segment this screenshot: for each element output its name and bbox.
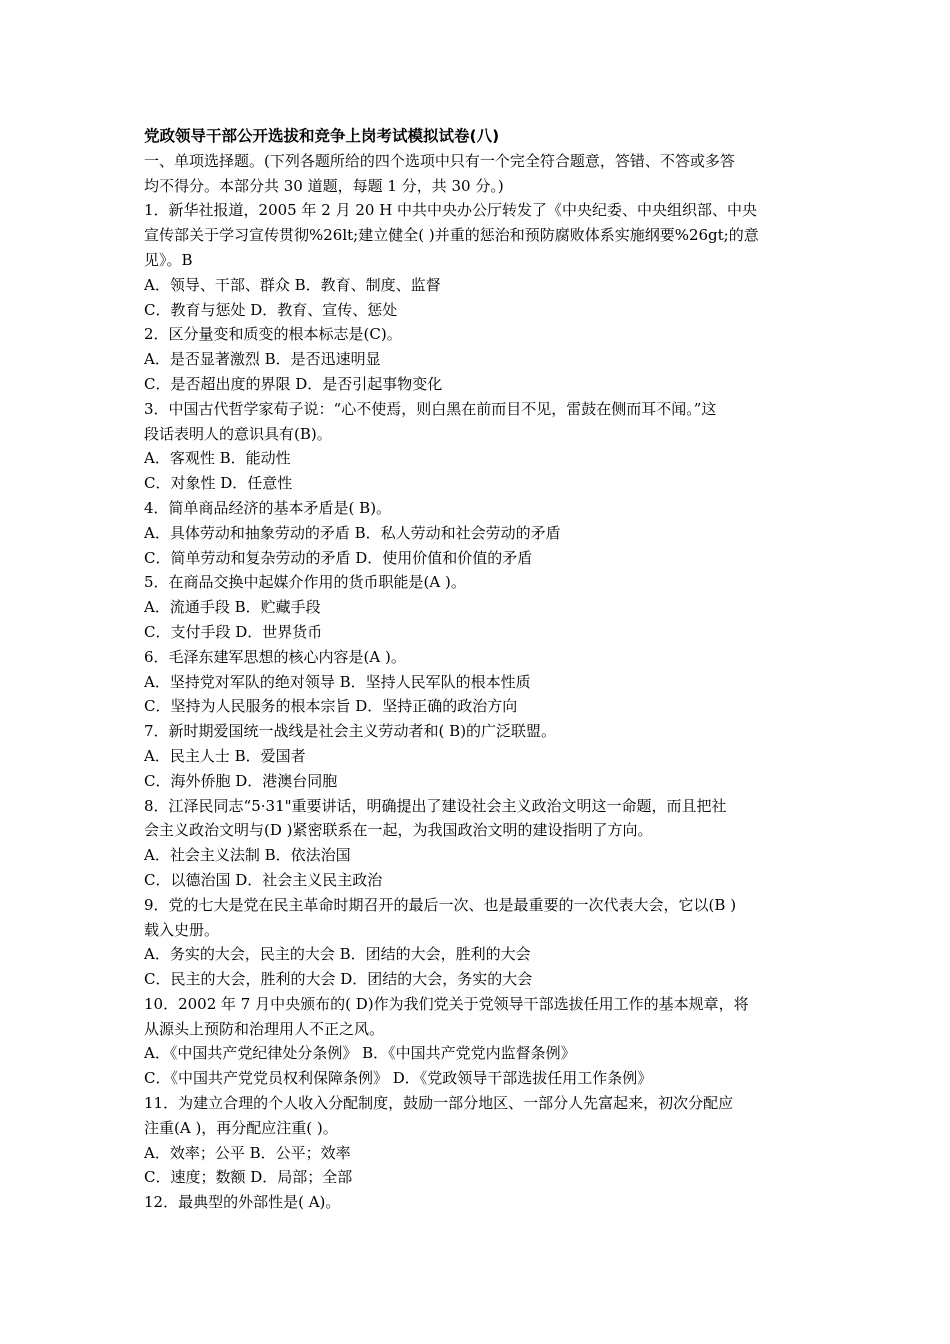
text-line: 从源头上预防和治理用人不正之风。 [144,1019,385,1038]
text-line: C．支付手段 D．世界货币 [144,622,323,641]
text-line: 均不得分。本部分共 30 道题，每题 1 分，共 30 分。) [144,176,504,195]
text-line: A．效率；公平 B．公平；效率 [144,1143,351,1162]
text-line: 2．区分量变和质变的根本标志是(C)。 [144,325,402,344]
text-line: A．具体劳动和抽象劳动的矛盾 B．私人劳动和社会劳动的矛盾 [144,523,561,542]
text-line: 见》。B [144,250,193,269]
text-line: 会主义政治文明与(D )紧密联系在一起，为我国政治文明的建设指明了方向。 [144,821,653,840]
text-line: C．以德治国 D．社会主义民主政治 [144,870,383,889]
text-line: 8．江泽民同志“5·31"重要讲话，明确提出了建设社会主义政治文明这一命题，而且把社 [144,796,727,815]
text-line: 12．最典型的外部性是( A)。 [144,1193,341,1212]
document-title: 党政领导干部公开选拔和竞争上岗考试模拟试卷(八) [144,127,500,145]
text-line: 4．简单商品经济的基本矛盾是( B)。 [144,498,392,517]
text-line: 7．新时期爱国统一战线是社会主义劳动者和( B)的广泛联盟。 [144,722,557,741]
text-line: 10．2002 年 7 月中央颁布的( D)作为我们党关于党领导干部选拔任用工作的基本规章，将 [144,994,749,1013]
text-line: C．《中国共产党党员权利保障条例》 D．《党政领导干部选拔任用工作条例》 [144,1069,653,1088]
text-line: 一、单项选择题。(下列各题所给的四个选项中只有一个完全符合题意，答错、不答或多答 [144,151,735,170]
text-line: A．流通手段 B．贮藏手段 [144,598,321,617]
text-line: A．坚持党对军队的绝对领导 B．坚持人民军队的根本性质 [144,672,531,691]
text-line: C．坚持为人民服务的根本宗旨 D．坚持正确的政治方向 [144,697,518,716]
text-line: A．《中国共产党纪律处分条例》 B．《中国共产党党内监督条例》 [144,1044,576,1063]
text-line: 宣传部关于学习宣传贯彻%26lt;建立健全( )并重的惩治和预防腐败体系实施纲要%26gt;的意 [144,226,759,245]
text-line: 3．中国古代哲学家荀子说：“心不使焉，则白黑在前而目不见，雷鼓在侧而耳不闻。”这 [144,399,717,418]
text-line: C．海外侨胞 D．港澳台同胞 [144,771,338,790]
text-line: C．对象性 D．任意性 [144,474,293,493]
text-line: C．简单劳动和复杂劳动的矛盾 D．使用价值和价值的矛盾 [144,548,533,567]
text-line: 6．毛泽东建军思想的核心内容是(A )。 [144,647,406,666]
text-line: C．是否超出度的界限 D．是否引起事物变化 [144,374,443,393]
text-line: A．是否显著激烈 B．是否迅速明显 [144,350,381,369]
text-line: 5．在商品交换中起媒介作用的货币职能是(A )。 [144,573,466,592]
text-line: C．速度；数额 D．局部；全部 [144,1168,353,1187]
text-line: A．领导、干部、群众 B．教育、制度、监督 [144,275,441,294]
text-line: 9．党的七大是党在民主革命时期召开的最后一次、也是最重要的一次代表大会，它以(B ) [144,895,737,914]
document-body [144,149,812,1215]
text-line: A．社会主义法制 B．依法治国 [144,846,351,865]
text-line: A．客观性 B．能动性 [144,449,291,468]
document-page [144,124,812,1215]
text-line: 注重(A )，再分配应注重( )。 [144,1118,338,1137]
text-line: 载入史册。 [144,920,220,939]
text-line: A．民主人士 B．爱国者 [144,746,306,765]
text-line: C．民主的大会，胜利的大会 D．团结的大会，务实的大会 [144,970,533,989]
text-line: 段话表明人的意识具有(B)。 [144,424,332,443]
text-line: C．教育与惩处 D．教育、宣传、惩处 [144,300,398,319]
text-line: 1．新华社报道，2005 年 2 月 20 H 中共中央办公厅转发了《中央纪委、中央组织部、中央 [144,201,758,220]
text-line: 11．为建立合理的个人收入分配制度，鼓励一部分地区、一部分人先富起来，初次分配应 [144,1094,734,1113]
text-line: A．务实的大会，民主的大会 B．团结的大会，胜利的大会 [144,945,531,964]
